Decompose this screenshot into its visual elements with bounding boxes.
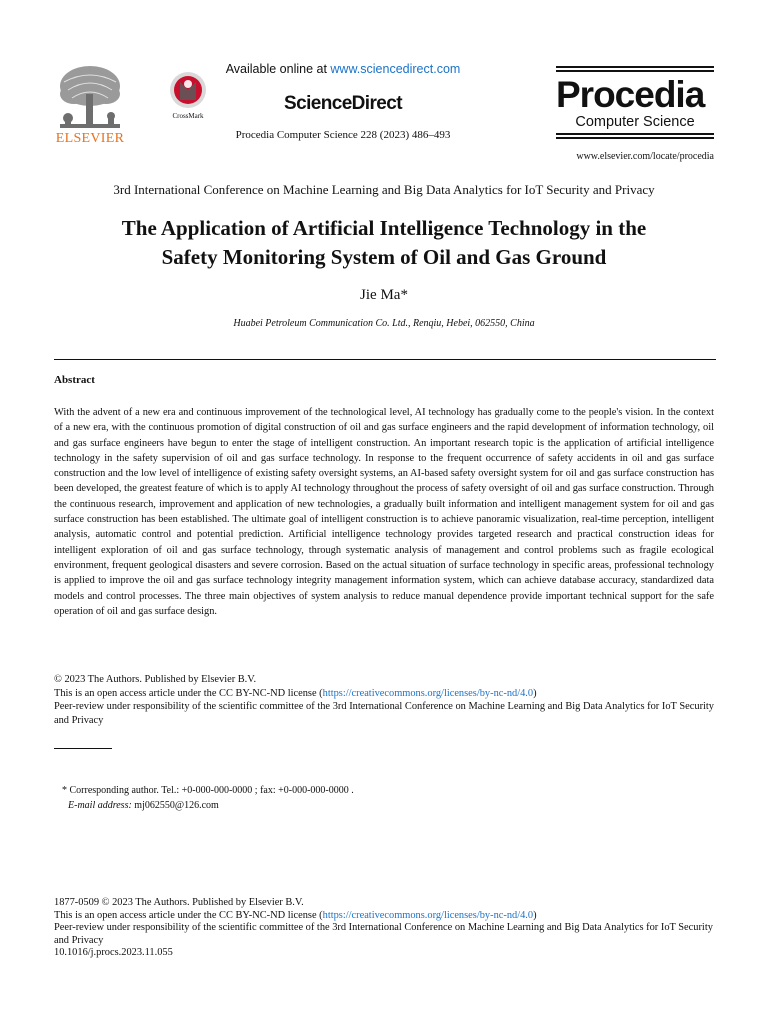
abstract-heading: Abstract <box>54 374 95 386</box>
paper-title <box>54 214 714 272</box>
issn-line: 1877-0509 © 2023 The Authors. Published by Elsevier B.V. <box>54 897 304 908</box>
availability-line <box>215 62 471 76</box>
email-label: E-mail address: <box>68 800 132 811</box>
peer-review-line: Peer-review under responsibility of the scientific committee of the 3rd International Conference on Machine Learning and Big Data Analytics for IoT Security and Privacy <box>54 701 714 726</box>
bottom-info <box>54 897 716 960</box>
email-address[interactable]: mj062550@126.com <box>131 800 219 811</box>
logo-rule <box>556 137 714 139</box>
procedia-subtitle: Computer Science <box>575 114 695 130</box>
bottom-peer-review: Peer-review under responsibility of the scientific committee of the 3rd International Conference on Machine Learning and Big Data Analytics for IoT Security and Privacy <box>54 922 713 946</box>
bottom-license-link[interactable]: https://creativecommons.org/licenses/by-nc-nd/4.0 <box>322 909 534 921</box>
abstract-body: With the advent of a new era and continuous improvement of the technological level, AI technology has gradually come to the people's vision. In the context of a new era, with the continuous promotion of digital construction of oil and gas surface engineers and the rapid development of information technology, oil and gas surface engineers have begun to enter the stage of intelligent construction. An important research topic is the application of artificial intelligence technology in the safety supervision of oil and gas surface technology. In response to the frequent occurrence of safety accidents in oil and gas surface construction and the low level of intelligence of existing safety oversight systems, an AI-based safety oversight system for oil and gas surface construction has been developed, the greatest feature of which is to apply AI technology throughout the process of safety oversight of oil and gas surface construction. Through the continuous research, improvement and application of new technologies, a gradually built information and intelligent management system for oil and gas surface construction has been established. The ultimate goal of intelligent construction is to achieve panoramic visualization, real-time perception, intelligent analysis, automatic control and potential prediction. Artificial intelligence technology provides targeted research and practical construction ideas for intelligent exploration of oil and gas surface technology, through systematic analysis of management and control problems such as fragile ecological environment, frequent geological disasters and severe corrosion. Based on the actual situation of surface technology in specific areas, professional technology is applied to improve the oil and gas surface technology integrity management information system, which can achieve database accuracy, standardized data models and control processes. The three main objectives of system analysis to reduce manual dependence provide important technical support for the safe operation of oil and gas surface design. <box>54 407 714 617</box>
crossmark-icon <box>166 70 210 110</box>
license-link[interactable]: https://creativecommons.org/licenses/by-nc-nd/4.0 <box>322 687 534 699</box>
footnote-divider <box>54 748 112 749</box>
license-line <box>54 687 714 701</box>
header-divider <box>54 359 716 360</box>
procedia-title: Procedia <box>556 74 705 115</box>
journal-reference: Procedia Computer Science 228 (2023) 486–493 <box>235 129 451 141</box>
available-prefix: Available online at <box>225 62 331 76</box>
bottom-license-line <box>54 910 716 923</box>
crossmark-badge[interactable] <box>166 70 210 120</box>
rights-block <box>54 673 714 727</box>
bottom-license-prefix: This is an open access article under the CC BY-NC-ND license ( <box>54 909 323 921</box>
copyright-line: © 2023 The Authors. Published by Elsevier B.V. <box>54 674 257 685</box>
publisher-name: ELSEVIER <box>55 131 125 146</box>
license-prefix: This is an open access article under the CC BY-NC-ND license ( <box>54 687 323 699</box>
email-line <box>62 798 662 813</box>
logo-rule <box>556 70 714 72</box>
corresponding-footnote <box>62 783 662 813</box>
sciencedirect-brand: ScienceDirect <box>284 93 402 114</box>
sciencedirect-link[interactable]: www.sciencedirect.com <box>330 62 461 76</box>
doi-line[interactable]: 10.1016/j.procs.2023.11.055 <box>54 947 173 959</box>
conference-name: 3rd International Conference on Machine Learning and Big Data Analytics for IoT Security and Privacy <box>113 182 655 197</box>
procedia-logo <box>556 66 714 141</box>
author-affiliation: Huabei Petroleum Communication Co. Ltd., Renqiu, Hebei, 062550, China <box>233 318 535 329</box>
author-name: Jie Ma* <box>360 287 408 303</box>
license-suffix: ) <box>533 687 537 699</box>
logo-rule <box>556 133 714 135</box>
corresponding-author: * Corresponding author. Tel.: +0-000-000-0000 ; fax: +0-000-000-0000 . <box>62 785 354 796</box>
bottom-license-suffix: ) <box>533 909 537 921</box>
journal-url[interactable]: www.elsevier.com/locate/procedia <box>576 151 714 162</box>
crossmark-label: CrossMark <box>172 112 204 120</box>
title-line-1: The Application of Artificial Intelligence Technology in the <box>121 216 647 240</box>
title-line-2: Safety Monitoring System of Oil and Gas Ground <box>161 245 607 269</box>
logo-rule <box>556 66 714 68</box>
